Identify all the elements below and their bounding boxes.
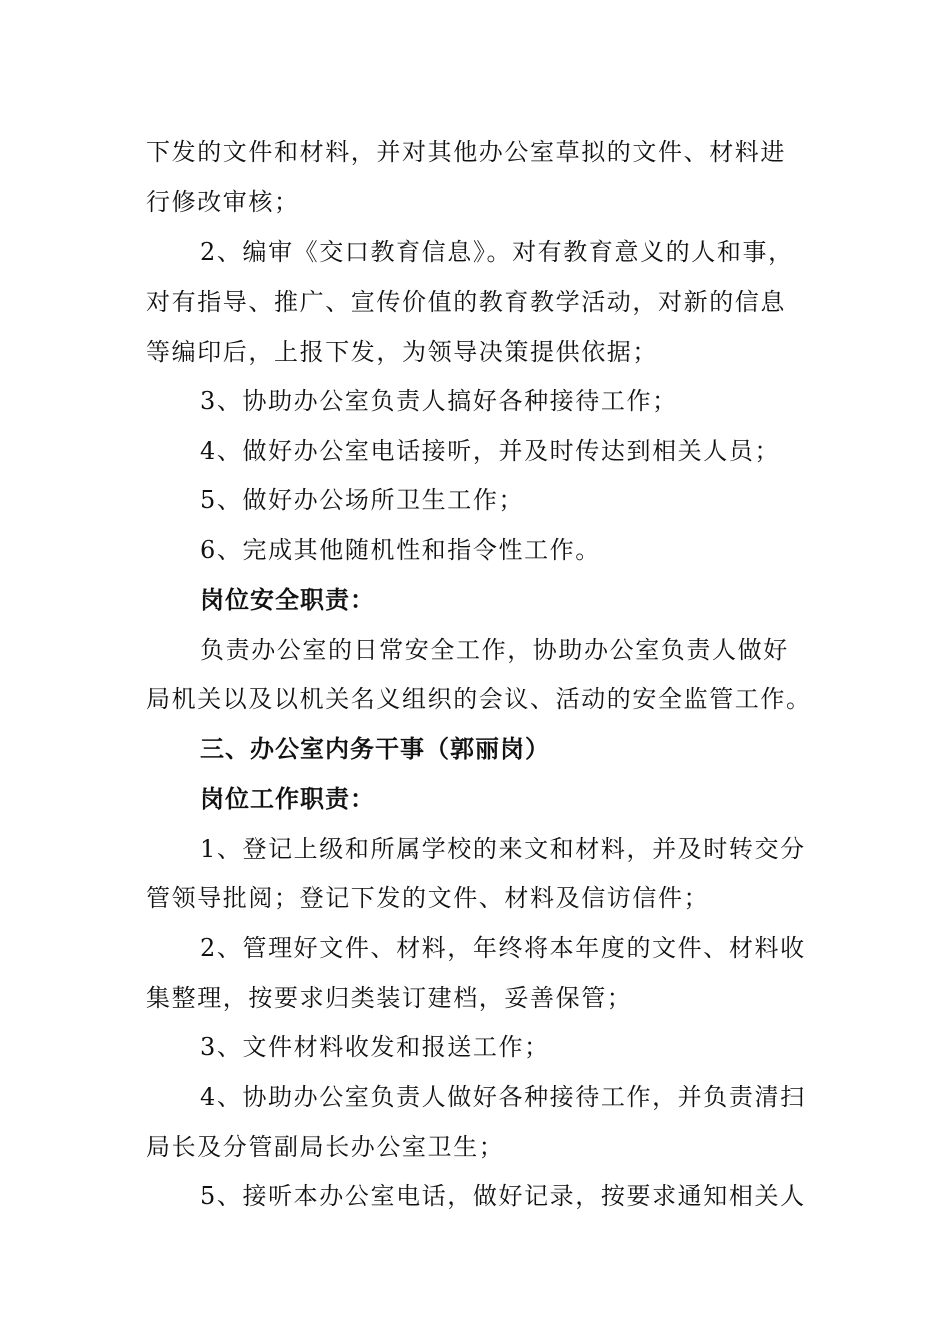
paragraph-line: 等编印后，上报下发，为领导决策提供依据； — [146, 338, 658, 366]
list-item-1: 1、登记上级和所属学校的来文和材料，并及时转交分 — [200, 835, 806, 863]
paragraph-line: 负责办公室的日常安全工作，协助办公室负责人做好 — [200, 636, 789, 664]
list-item-2: 2、编审《交口教育信息》。对有教育意义的人和事， — [200, 238, 794, 266]
paragraph-line: 下发的文件和材料，并对其他办公室草拟的文件、材料进 — [146, 138, 786, 166]
list-item-4: 4、协助办公室负责人做好各种接待工作，并负责清扫 — [200, 1083, 806, 1111]
paragraph-line: 管领导批阅；登记下发的文件、材料及信访信件； — [146, 884, 710, 912]
list-item-2: 2、管理好文件、材料，年终将本年度的文件、材料收 — [200, 934, 806, 962]
list-item-6: 6、完成其他随机性和指令性工作。 — [200, 536, 601, 564]
paragraph-line: 集整理，按要求归类装订建档，妥善保管； — [146, 984, 633, 1012]
paragraph-line: 局长及分管副局长办公室卫生； — [146, 1133, 505, 1161]
section-heading-duties: 岗位工作职责： — [200, 785, 375, 813]
section-heading-safety: 岗位安全职责： — [200, 586, 375, 614]
paragraph-line: 对有指导、推广、宣传价值的教育教学活动，对新的信息 — [146, 288, 786, 316]
list-item-3: 3、协助办公室负责人搞好各种接待工作； — [200, 387, 678, 415]
list-item-5: 5、接听本办公室电话，做好记录，按要求通知相关人 — [200, 1182, 806, 1210]
paragraph-line: 局机关以及以机关名义组织的会议、活动的安全监管工作。 — [146, 685, 812, 713]
list-item-4: 4、做好办公室电话接听，并及时传达到相关人员； — [200, 437, 781, 465]
list-item-5: 5、做好办公场所卫生工作； — [200, 486, 525, 514]
section-heading-clerk: 三、办公室内务干事（郭丽岗） — [200, 735, 550, 763]
list-item-3: 3、文件材料收发和报送工作； — [200, 1033, 550, 1061]
paragraph-line: 行修改审核； — [146, 188, 300, 216]
